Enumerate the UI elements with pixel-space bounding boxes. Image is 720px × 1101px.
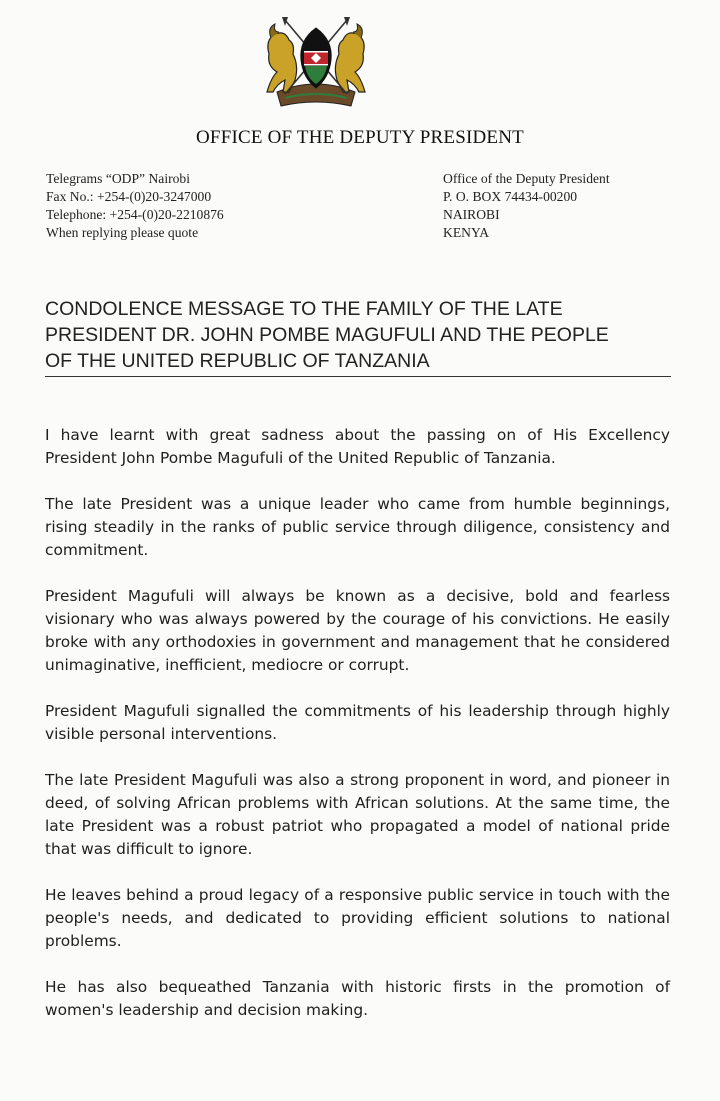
contact-details-left: [46, 170, 224, 242]
reply-note-line: When replying please quote: [46, 225, 199, 240]
telegrams-line: Telegrams “ODP” Nairobi: [46, 171, 191, 186]
address-box-line: P. O. BOX 74434-00200: [443, 189, 578, 204]
body-paragraph: President Magufuli signalled the commitments of his leadership through highly visible personal interventions.: [45, 702, 670, 743]
address-office-line: Office of the Deputy President: [443, 171, 610, 186]
subject-heading: [45, 296, 675, 374]
body-paragraph: The late President Magufuli was also a strong proponent in word, and pioneer in deed, of solving African problems with African solutions. At the same time, the late President was a robust patriot who propagated a model of national pride that was difficult to ignore.: [45, 771, 670, 858]
address-city-line: NAIROBI: [443, 207, 500, 222]
telephone-line: Telephone: +254-(0)20-2210876: [46, 207, 224, 222]
fax-line: Fax No.: +254-(0)20-3247000: [46, 189, 212, 204]
letter-body: [45, 424, 670, 1045]
subject-line: CONDOLENCE MESSAGE TO THE FAMILY OF THE LATE: [45, 298, 563, 320]
body-paragraph: He leaves behind a proud legacy of a responsive public service in touch with the people's needs, and dedicated to providing efficient solutions to national problems.: [45, 886, 670, 950]
subject-line: PRESIDENT DR. JOHN POMBE MAGUFULI AND THE PEOPLE: [45, 324, 609, 346]
subject-underline-divider: [45, 376, 671, 377]
body-paragraph: President Magufuli will always be known as a decisive, bold and fearless visionary who was always powered by the courage of his convictions. He easily broke with any orthodoxies in government and management that he considered unimaginative, inefficient, mediocre or corrupt.: [45, 587, 670, 674]
address-country-line: KENYA: [443, 225, 490, 240]
body-paragraph: He has also bequeathed Tanzania with historic firsts in the promotion of women's leadership and decision making.: [45, 978, 670, 1019]
subject-line: OF THE UNITED REPUBLIC OF TANZANIA: [45, 350, 430, 372]
coat-of-arms-emblem: [255, 14, 377, 110]
contact-address-right: [443, 170, 610, 242]
body-paragraph: The late President was a unique leader who came from humble beginnings, rising steadily in the ranks of public service through diligence, consistency and commitment.: [45, 495, 670, 559]
office-title: OFFICE OF THE DEPUTY PRESIDENT: [196, 127, 524, 148]
body-paragraph: I have learnt with great sadness about the passing on of His Excellency President John Pombe Magufuli of the United Republic of Tanzania.: [45, 426, 670, 467]
